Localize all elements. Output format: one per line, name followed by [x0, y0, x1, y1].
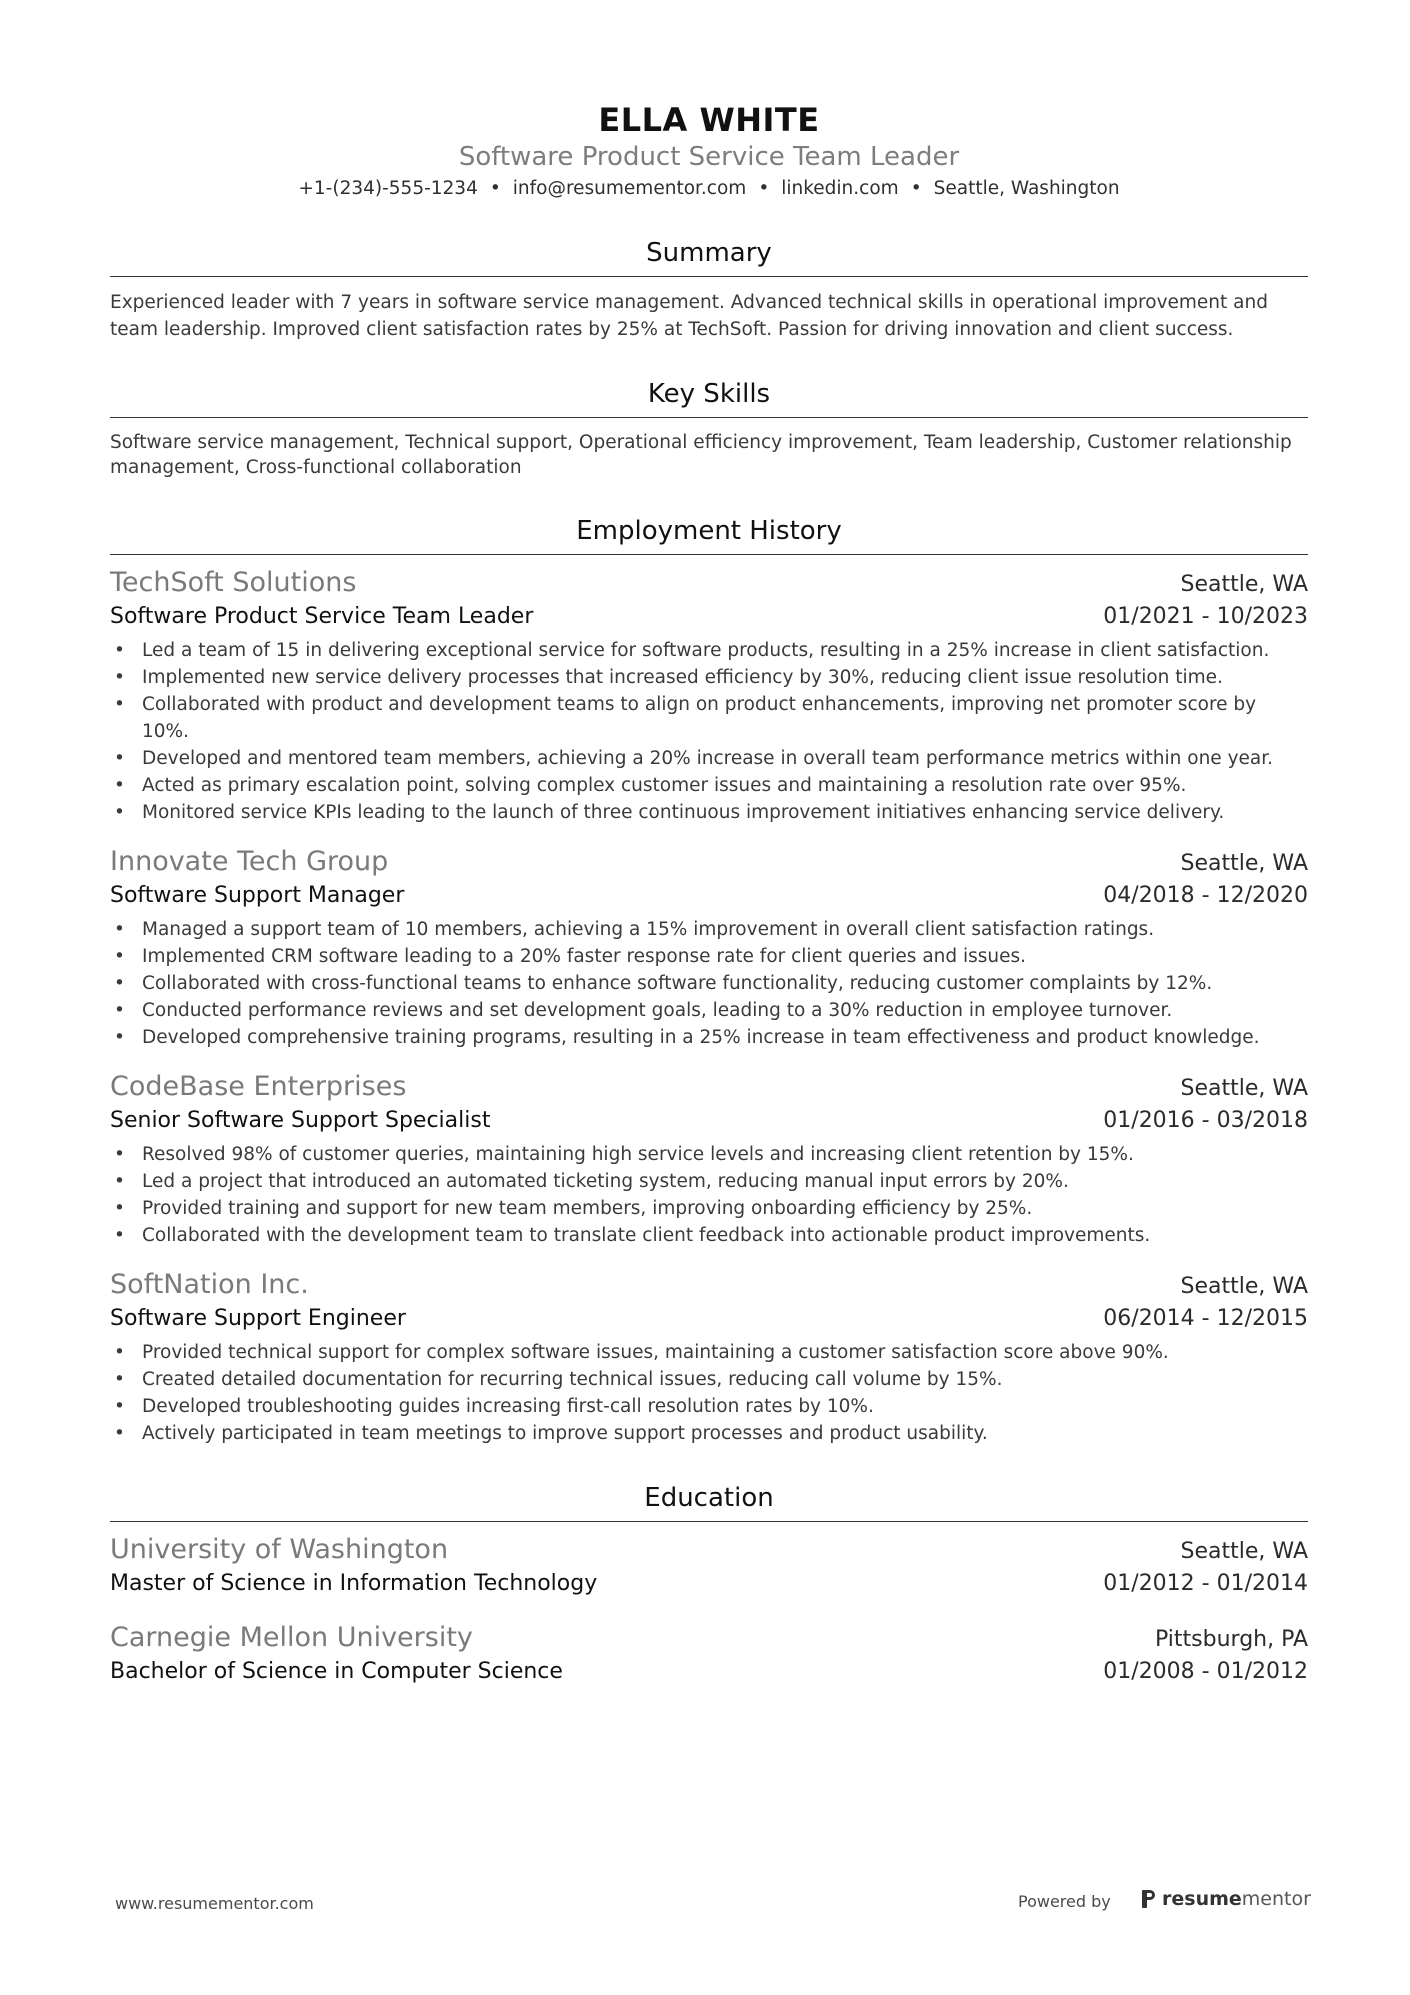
company-name: CodeBase Enterprises: [110, 1071, 407, 1102]
school-name: University of Washington: [110, 1534, 449, 1565]
job-title: Software Product Service Team Leader: [110, 604, 534, 629]
footer-site-link[interactable]: www.resumementor.com: [115, 1894, 314, 1913]
job-bullets: [110, 637, 1308, 826]
list-item: • Implemented new service delivery processes that increased efficiency by 30%, reducing client issue resolution time.: [110, 664, 1308, 691]
job-title: Software Support Manager: [110, 883, 405, 908]
contact-line: [110, 176, 1308, 202]
job-dates: 04/2018 - 12/2020: [1103, 883, 1308, 908]
job-location: Seattle, WA: [1180, 1274, 1308, 1299]
skills-section: [110, 377, 1308, 480]
contact-email: info@resumementor.com: [512, 178, 747, 199]
resumementor-logo-icon: [1142, 1890, 1156, 1908]
list-item: • Collaborated with product and development teams to align on product enhancements, improving net promoter score by 10%.: [110, 691, 1308, 745]
school-location: Pittsburgh, PA: [1155, 1627, 1308, 1652]
job-bullets: [110, 916, 1308, 1051]
section-heading: Key Skills: [110, 377, 1308, 418]
powered-by-label: Powered by: [1018, 1892, 1111, 1911]
company-name: SoftNation Inc.: [110, 1269, 309, 1300]
list-item: • Developed and mentored team members, achieving a 20% increase in overall team performance metrics within one year.: [110, 745, 1308, 772]
section-heading: Employment History: [110, 514, 1308, 555]
job-entry: [110, 1267, 1308, 1447]
employment-section: [110, 514, 1308, 1447]
job-dates: 06/2014 - 12/2015: [1103, 1306, 1308, 1331]
job-bullets: [110, 1141, 1308, 1249]
education-entry: [110, 1620, 1308, 1688]
brand-wordmark: [1162, 1888, 1311, 1910]
list-item: • Collaborated with the development team to translate client feedback into actionable product improvements.: [110, 1222, 1308, 1249]
list-item: • Provided training and support for new team members, improving onboarding efficiency by 25%.: [110, 1195, 1308, 1222]
page-footer: [0, 1890, 1410, 1920]
list-item: • Managed a support team of 10 members, achieving a 15% improvement in overall client satisfaction ratings.: [110, 916, 1308, 943]
skills-text: Software service management, Technical support, Operational efficiency improvement, Team leadership, Customer relationship management, Cross-functional collaboration: [110, 432, 1292, 478]
job-entry: [110, 844, 1308, 1051]
job-bullets: [110, 1339, 1308, 1447]
company-name: TechSoft Solutions: [110, 567, 357, 598]
brand-wordmark-bold: resume: [1162, 1888, 1242, 1910]
job-dates: 01/2021 - 10/2023: [1103, 604, 1308, 629]
contact-phone: +1-(234)-555-1234: [298, 178, 478, 199]
job-dates: 01/2016 - 03/2018: [1103, 1108, 1308, 1133]
education-entry: [110, 1532, 1308, 1600]
list-item: • Provided technical support for complex software issues, maintaining a customer satisfaction score above 90%.: [110, 1339, 1308, 1366]
list-item: • Resolved 98% of customer queries, maintaining high service levels and increasing client retention by 15%.: [110, 1141, 1308, 1168]
candidate-role: Software Product Service Team Leader: [458, 142, 960, 172]
list-item: • Collaborated with cross-functional teams to enhance software functionality, reducing customer complaints by 12%.: [110, 970, 1308, 997]
list-item: • Conducted performance reviews and set development goals, leading to a 30% reduction in employee turnover.: [110, 997, 1308, 1024]
contact-linkedin: linkedin.com: [781, 178, 899, 199]
education-dates: 01/2008 - 01/2012: [1103, 1659, 1308, 1684]
job-title: Senior Software Support Specialist: [110, 1108, 491, 1133]
list-item: • Led a project that introduced an automated ticketing system, reducing manual input errors by 20%.: [110, 1168, 1308, 1195]
job-title: Software Support Engineer: [110, 1306, 406, 1331]
job-entry: [110, 1069, 1308, 1249]
degree-name: Master of Science in Information Technology: [110, 1571, 598, 1596]
list-item: • Developed troubleshooting guides increasing first-call resolution rates by 10%.: [110, 1393, 1308, 1420]
list-item: • Implemented CRM software leading to a 20% faster response rate for client queries and issues.: [110, 943, 1308, 970]
contact-separator: •: [758, 178, 770, 199]
list-item: • Led a team of 15 in delivering exceptional service for software products, resulting in a 25% increase in client satisfaction.: [110, 637, 1308, 664]
education-section: [110, 1481, 1308, 1688]
contact-separator: •: [910, 178, 922, 199]
list-item: • Created detailed documentation for recurring technical issues, reducing call volume by 15%.: [110, 1366, 1308, 1393]
summary-section: [110, 236, 1308, 343]
school-name: Carnegie Mellon University: [110, 1622, 473, 1653]
job-location: Seattle, WA: [1180, 1076, 1308, 1101]
job-entry: [110, 565, 1308, 826]
list-item: • Actively participated in team meetings to improve support processes and product usability.: [110, 1420, 1308, 1447]
resumementor-logo[interactable]: [1142, 1888, 1311, 1910]
list-item: • Developed comprehensive training programs, resulting in a 25% increase in team effectiveness and product knowledge.: [110, 1024, 1308, 1051]
brand-wordmark-light: mentor: [1241, 1888, 1311, 1910]
resume-page: [110, 0, 1308, 1688]
education-dates: 01/2012 - 01/2014: [1103, 1571, 1308, 1596]
contact-separator: •: [489, 178, 501, 199]
list-item: • Acted as primary escalation point, solving complex customer issues and maintaining a resolution rate over 95%.: [110, 772, 1308, 799]
section-heading: Education: [110, 1481, 1308, 1522]
section-heading: Summary: [110, 236, 1308, 277]
job-location: Seattle, WA: [1180, 851, 1308, 876]
summary-text: Experienced leader with 7 years in software service management. Advanced technical skills in operational improvement and team leadership. Improved client satisfaction rates by 25% at TechSoft. Passion for driving innovation and client success.: [110, 292, 1268, 340]
list-item: • Monitored service KPIs leading to the launch of three continuous improvement initiatives enhancing service delivery.: [110, 799, 1308, 826]
company-name: Innovate Tech Group: [110, 846, 389, 877]
resume-header: [110, 0, 1308, 202]
degree-name: Bachelor of Science in Computer Science: [110, 1659, 563, 1684]
candidate-name: ELLA WHITE: [598, 101, 820, 139]
school-location: Seattle, WA: [1180, 1539, 1308, 1564]
job-location: Seattle, WA: [1180, 572, 1308, 597]
contact-location: Seattle, Washington: [933, 178, 1120, 199]
